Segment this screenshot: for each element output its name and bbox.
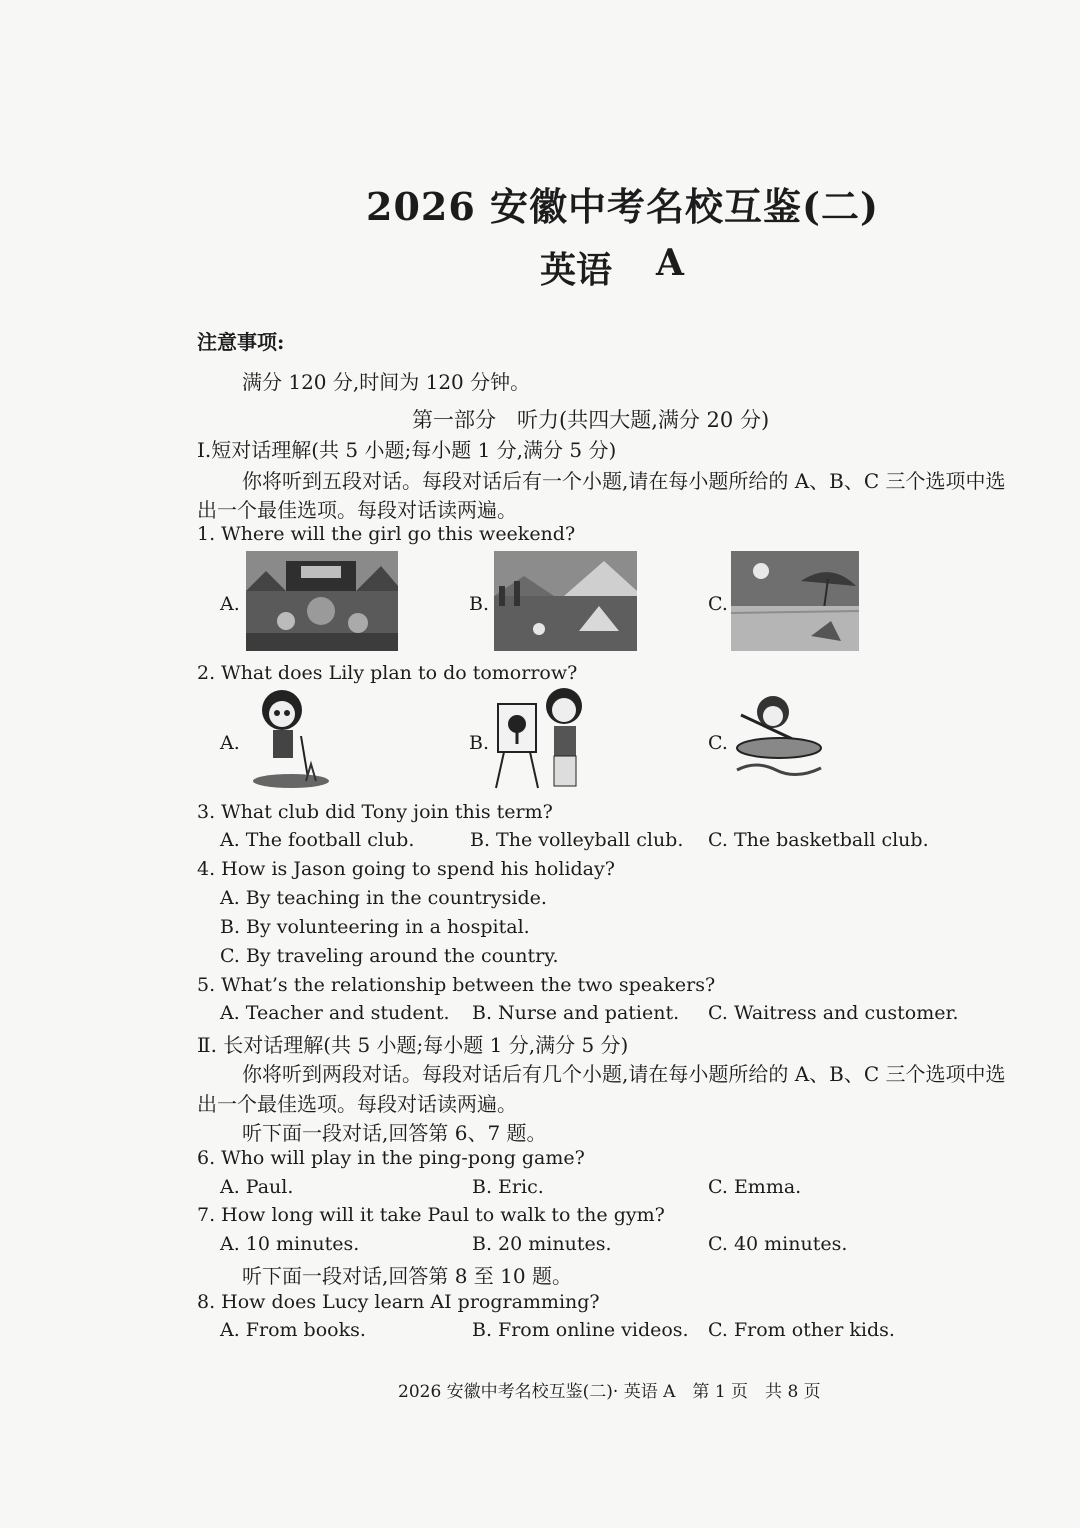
question-8-option-a: A. From books. (220, 1319, 366, 1341)
camping-image (494, 551, 637, 651)
section2-instruction-line2: 出一个最佳选项。每段对话读两遍。 (197, 1092, 517, 1116)
listening-instruction-8-10: 听下面一段对话,回答第 8 至 10 题。 (242, 1264, 572, 1288)
question-3-option-a: A. The football club. (220, 829, 415, 851)
question-5-stem: 5. What’s the relationship between the two speakers? (197, 974, 716, 996)
notice-label: 注意事项: (197, 330, 285, 354)
question-6-option-a: A. Paul. (220, 1176, 294, 1198)
question-1-stem: 1. Where will the girl go this weekend? (197, 523, 576, 545)
question-8-option-c: C. From other kids. (708, 1319, 895, 1341)
question-3-option-b: B. The volleyball club. (470, 829, 684, 851)
question-3-stem: 3. What club did Tony join this term? (197, 801, 553, 823)
question-7-option-c: C. 40 minutes. (708, 1233, 848, 1255)
question-7-stem: 7. How long will it take Paul to walk to the gym? (197, 1204, 665, 1226)
notice-text: 满分 120 分,时间为 120 分钟。 (242, 370, 531, 394)
question-2-stem: 2. What does Lily plan to do tomorrow? (197, 662, 578, 684)
question-2-option-c: C. (708, 732, 728, 754)
question-5-option-a: A. Teacher and student. (220, 1002, 450, 1024)
painting-girl-image (494, 686, 588, 790)
question-5-option-c: C. Waitress and customer. (708, 1002, 959, 1024)
question-4-option-b: B. By volunteering in a hospital. (220, 916, 530, 938)
amusement-park-image (246, 551, 398, 651)
question-5-option-b: B. Nurse and patient. (472, 1002, 680, 1024)
question-1-option-b: B. (469, 593, 490, 615)
question-7-option-a: A. 10 minutes. (220, 1233, 360, 1255)
section1-instruction-line1: 你将听到五段对话。每段对话后有一个小题,请在每小题所给的 A、B、C 三个选项中选 (242, 469, 1006, 493)
version-label: A (656, 242, 684, 284)
question-6-option-b: B. Eric. (472, 1176, 544, 1198)
section1-instruction-line2: 出一个最佳选项。每段对话读两遍。 (197, 498, 517, 522)
subject-title: 英语 (540, 249, 613, 291)
question-4-option-c: C. By traveling around the country. (220, 945, 559, 967)
beach-image (731, 551, 859, 651)
kayaking-boy-image (731, 690, 829, 782)
section2-heading: Ⅱ. 长对话理解(共 5 小题;每小题 1 分,满分 5 分) (197, 1033, 629, 1057)
question-4-option-a: A. By teaching in the countryside. (220, 887, 547, 909)
question-7-option-b: B. 20 minutes. (472, 1233, 612, 1255)
exam-title: 2026 安徽中考名校互鉴(二) (366, 184, 879, 229)
question-1-option-a: A. (220, 593, 240, 615)
page-footer: 2026 安徽中考名校互鉴(二)· 英语 A 第 1 页 共 8 页 (398, 1382, 821, 1402)
question-4-stem: 4. How is Jason going to spend his holiday? (197, 858, 615, 880)
question-2-option-b: B. (469, 732, 490, 754)
section1-heading: Ⅰ.短对话理解(共 5 小题;每小题 1 分,满分 5 分) (197, 438, 617, 462)
question-2-option-a: A. (220, 732, 240, 754)
question-1-option-c: C. (708, 593, 728, 615)
listening-instruction-6-7: 听下面一段对话,回答第 6、7 题。 (242, 1121, 547, 1145)
part1-heading: 第一部分 听力(共四大题,满分 20 分) (412, 408, 770, 432)
question-3-option-c: C. The basketball club. (708, 829, 929, 851)
question-6-option-c: C. Emma. (708, 1176, 802, 1198)
question-8-option-b: B. From online videos. (472, 1319, 689, 1341)
gardening-girl-image (246, 686, 332, 791)
question-8-stem: 8. How does Lucy learn AI programming? (197, 1291, 600, 1313)
question-6-stem: 6. Who will play in the ping-pong game? (197, 1147, 585, 1169)
section2-instruction-line1: 你将听到两段对话。每段对话后有几个小题,请在每小题所给的 A、B、C 三个选项中选 (242, 1062, 1006, 1086)
